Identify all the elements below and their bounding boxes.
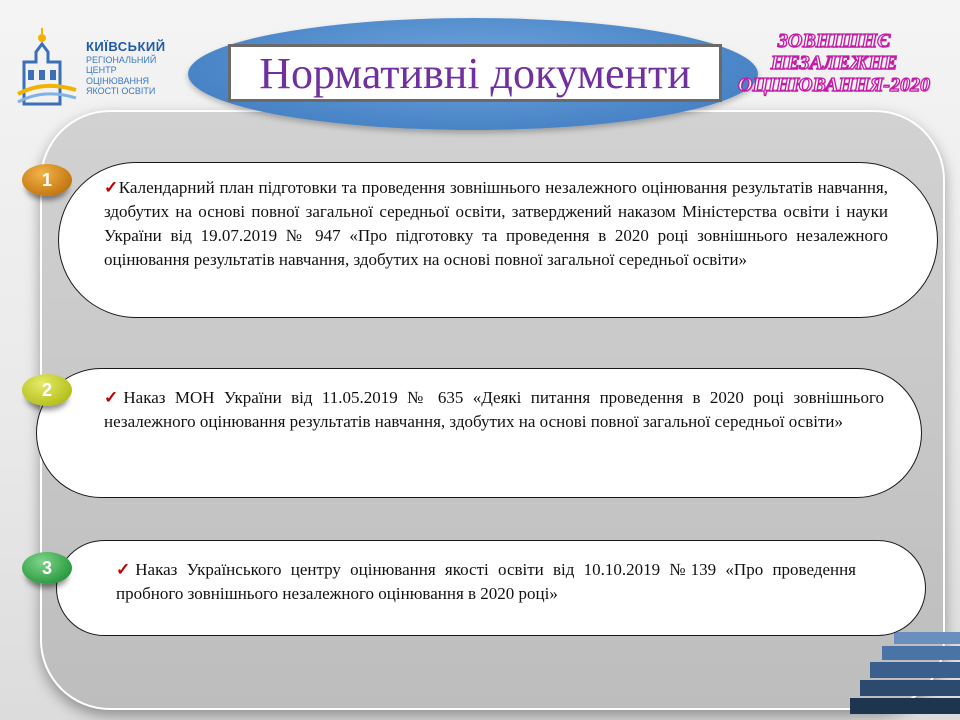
zno-line-1: ЗОВНІШНЄ (777, 30, 891, 52)
check-icon: ✓ (116, 560, 136, 579)
check-icon: ✓ (104, 388, 124, 407)
document-item-2-text (104, 386, 884, 434)
center-logo (14, 22, 174, 114)
document-item-3-text (116, 558, 856, 606)
logo-emblem-icon (14, 22, 78, 112)
logo-line-3: ЯКОСТІ ОСВІТИ (86, 85, 156, 96)
item-number-badge-2 (22, 374, 72, 406)
zno-line-3: ОЦІНЮВАННЯ-2020 (738, 74, 930, 96)
zno-2020-label (718, 30, 950, 96)
zno-line-2: НЕЗАЛЕЖНЕ (770, 52, 898, 74)
title-box (228, 44, 722, 102)
document-item-1-text (104, 176, 888, 273)
page-title: Нормативні документи (259, 48, 691, 98)
check-icon: ✓ (104, 178, 119, 197)
item-number-3: 3 (41, 557, 52, 578)
item-number-2: 2 (41, 379, 52, 400)
document-item-1-body: Календарний план підготовки та проведення зовнішнього незалежного оцінювання результатів навчання, здобутих на основі повної загальної середньої освіти, затверджений наказом Міністерства освіти і науки України від 19.07.2019 № 947 «Про підготовку та проведення в 2020 році зовнішнього незалежного оцінювання результатів навчання, здобутих на основі повної загальної середньої освіти» (104, 178, 888, 270)
item-number-badge-1 (22, 164, 72, 196)
item-number-1: 1 (41, 169, 52, 190)
item-number-badge-3 (22, 552, 72, 584)
logo-line-2: ЦЕНТР ОЦІНЮВАННЯ (86, 65, 149, 86)
document-item-2-body: Наказ МОН України від 11.05.2019 № 635 «Деякі питання проведення в 2020 році зовнішнього незалежного оцінювання результатів навчання, здобутих на основі повної загальної середньої освіти» (104, 388, 884, 432)
logo-name: КИЇВСЬКИЙ (86, 39, 166, 54)
document-item-3-body: Наказ Українського центру оцінювання якості освіти від 10.10.2019 №139 «Про проведення пробного зовнішнього незалежного оцінювання в 2020 році» (116, 560, 857, 604)
logo-line-1: РЕГІОНАЛЬНИЙ (86, 54, 157, 65)
